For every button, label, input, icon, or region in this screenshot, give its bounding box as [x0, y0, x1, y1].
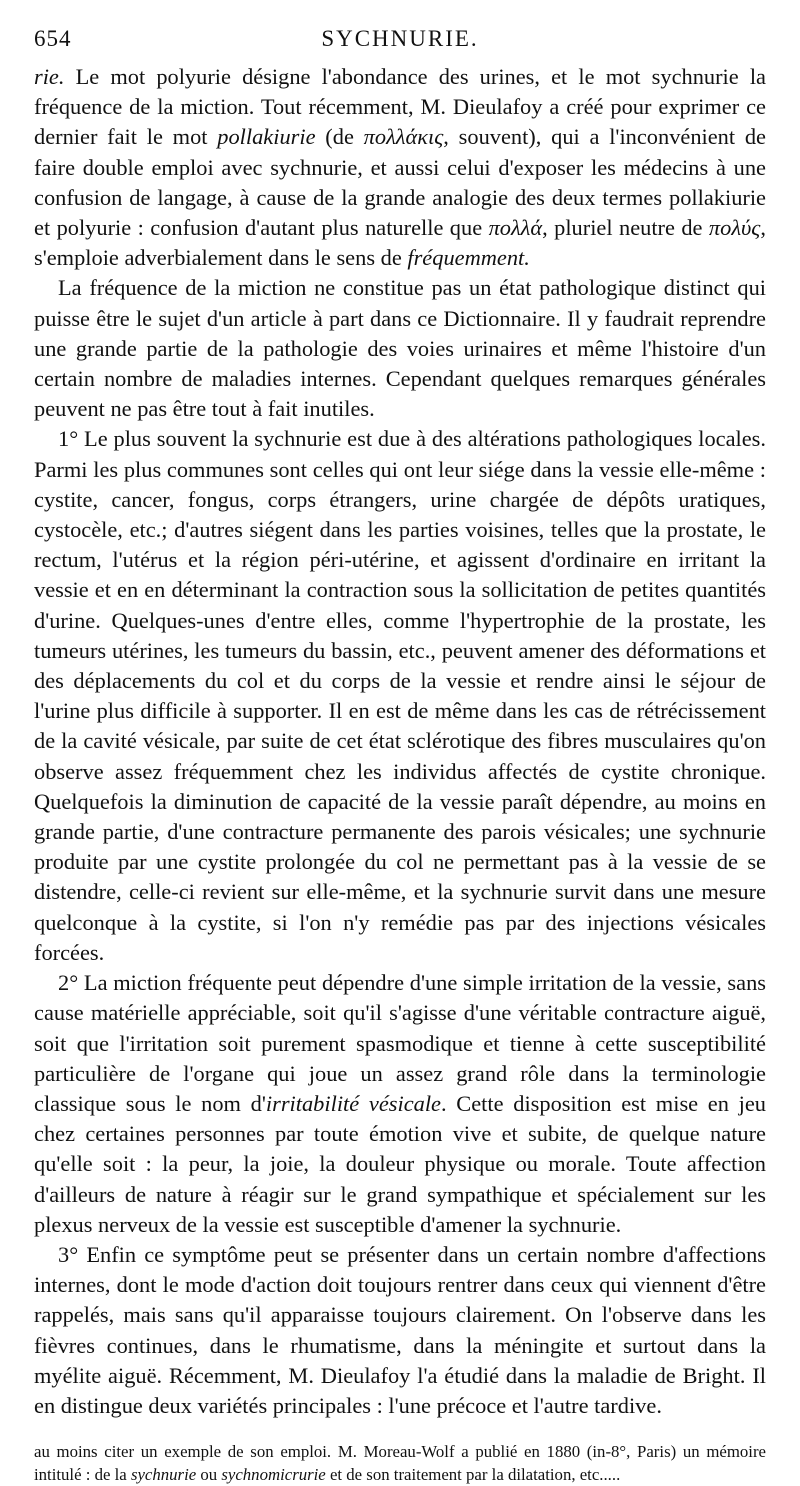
text-run: 1° Le plus souvent la sychnurie est due à des altérations pathologiques locales. Parmi les plus communes sont celles qui ont leur siége dans la vessie elle-même : cystite, cancer, fongus, corps étrangers, urine chargée de dépôts uratiques, cystocèle, etc.; d'autres siégent dans les parties voisines, telles que la prostate, le rectum, l'utérus et la région péri-utérine, et agissent d'ordinaire en irritant la vessie et en en déterminant la contraction sous la sollicitation de petites quantités d'urine. Quelques-unes d'entre elles, comme l'hypertrophie de la prostate, les tumeurs utérines, les tumeurs du bassin, etc., peuvent amener des déformations et des déplacements du col et du corps de la vessie et rendre ainsi le séjour de l'urine plus difficile à supporter. Il en est de même dans les cas de rétrécissement de la cavité vésicale, par suite de cet état sclérotique des fibres musculaires qu'on observe assez fréquemment chez les individus affectés de cystite chronique. Quelquefois la diminution de capacité de la vessie paraît dépendre, au moins en grande partie, d'une contracture permanente des parois vésicales; une sychnurie produite par une cystite prolongée du col ne permettant pas à la vessie de se distendre, celle-ci revient sur elle-même, et la sychnurie survit dans une mesure quelconque à la cystite, si l'on n'y remédie pas par des injections vésicales forcées. — [34, 426, 766, 965]
italic-text: sychnomicrurie — [221, 1464, 326, 1484]
page-number: 654 — [34, 26, 72, 51]
text-run: (de — [315, 124, 364, 150]
text-run: ou — [196, 1464, 222, 1484]
text-run: 3° Enfin ce symptôme peut se présenter dans un certain nombre d'affections internes, dont le mode d'action doit toujours rentrer dans ceux qui viennent d'être rappelés, mais sans qu'il apparaisse toujours clairement. On l'observe dans les fièvres continues, dans le rhumatisme, dans la méningite et surtout dans la myélite aiguë. Récemment, M. Dieulafoy l'a étudié dans la maladie de Bright. Il en distingue deux variétés principales : l'une précoce et l'autre tardive. — [34, 1241, 766, 1418]
italic-text: sychnurie — [130, 1464, 197, 1484]
text-run: , pluriel neutre de — [542, 215, 709, 241]
italic-text: πολύς — [708, 215, 761, 241]
italic-text: πολλάκις — [363, 124, 444, 150]
italic-text: fréquemment. — [407, 245, 530, 271]
body-text — [34, 62, 766, 1421]
text-run: , souvent), qui a l'inconvénient de faire double emploi avec sychnurie, et aussi celui d'exposer les médecins à une confusion de langage, à cause de la grande analogie des deux termes pollakiurie et polyurie : confusion d'autant plus naturelle que — [34, 124, 766, 241]
text-run: . Cette disposition est mise en jeu chez certaines personnes par toute émotion vive et subite, de quelque nature qu'elle soit : la peur, la joie, la douleur physique ou morale. Toute affection d'ailleurs de nature à réagir sur le grand sympathique et spécialement sur les plexus nerveux de la vessie est susceptible d'amener la sychnurie. — [34, 1090, 766, 1237]
italic-text: pollakiurie — [217, 124, 316, 150]
paragraph — [34, 968, 766, 1240]
paragraph — [34, 62, 766, 273]
footnote — [34, 1441, 766, 1486]
paragraph — [34, 424, 766, 968]
italic-text: rie. — [34, 64, 65, 89]
paragraph — [34, 273, 766, 424]
italic-text: irritabilité vésicale — [265, 1090, 441, 1116]
text-run: , s'emploie adverbialement dans le sens de — [34, 215, 767, 271]
text-run: et de son traitement par la dilatation, etc..... — [325, 1464, 621, 1484]
italic-text: πολλά — [488, 215, 543, 241]
footnote-text — [34, 1441, 766, 1486]
document-page — [34, 26, 766, 1486]
running-title: SYCHNURIE. — [321, 26, 479, 51]
text-run: La fréquence de la miction ne constitue pas un état pathologique distinct qui puisse être le sujet d'un article à part dans ce Dictionnaire. Il y faudrait reprendre une grande partie de la pathologie des voies urinaires et même l'histoire d'un certain nombre de maladies internes. Cependant quelques remarques générales peuvent ne pas être tout à fait inutiles. — [34, 275, 766, 422]
text-run: au moins citer un exemple de son emploi. M. Moreau-Wolf a publié en 1880 (in-8°, Paris) un mémoire intitulé : de la — [34, 1442, 766, 1484]
paragraph — [34, 1240, 766, 1421]
page-header — [34, 26, 766, 62]
text-run: 2° La miction fréquente peut dépendre d'une simple irritation de la vessie, sans cause matérielle appréciable, soit qu'il s'agisse d'une véritable contracture aiguë, soit que l'irritation soit purement spasmodique et tienne à cette susceptibilité particulière de l'organe qui joue un assez grand rôle dans la terminologie classique sous le nom d' — [34, 970, 766, 1116]
text-run: Le mot polyurie désigne l'abondance des urines, et le mot sychnurie la fréquence de la miction. Tout récemment, M. Dieulafoy a créé pour exprimer ce dernier fait le mot — [34, 64, 766, 150]
